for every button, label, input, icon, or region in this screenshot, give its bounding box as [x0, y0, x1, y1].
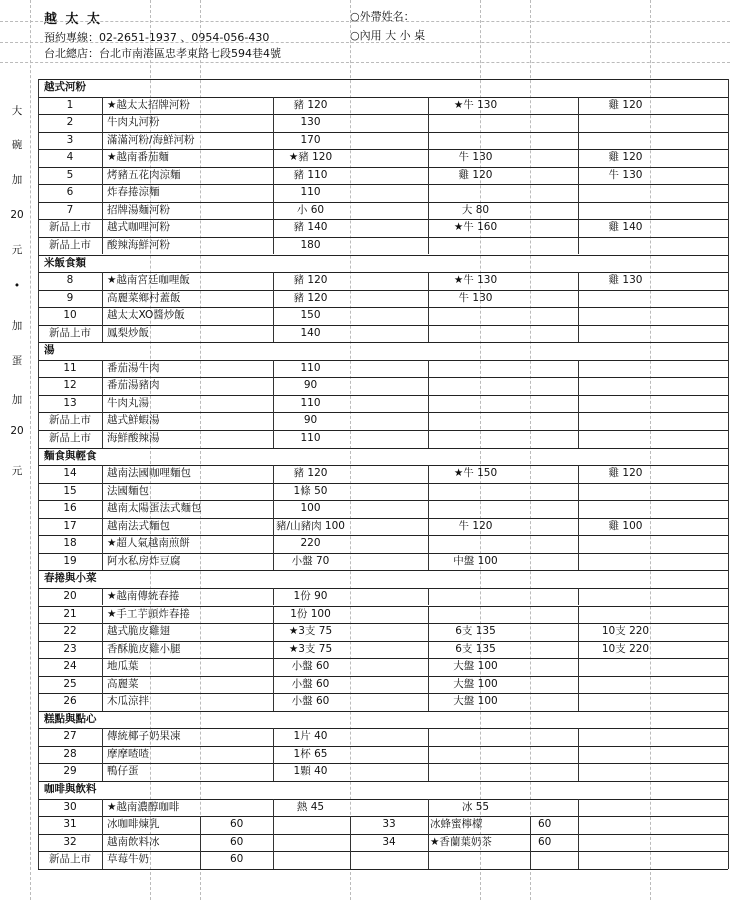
section-header: 麵食與輕食	[44, 449, 97, 462]
cell-divider	[102, 623, 103, 641]
cell-divider	[102, 219, 103, 237]
price-option-1: 豬/山豬肉 100	[276, 519, 345, 532]
item-name: 烤豬五花肉涼麵	[107, 168, 181, 181]
cell-divider	[428, 114, 429, 132]
cell-divider	[102, 184, 103, 202]
cell-divider	[102, 430, 103, 448]
item-name: ★手工芋頭炸春捲	[107, 607, 190, 620]
drink-price: 60	[230, 853, 244, 866]
guide-line	[0, 21, 730, 22]
price-option-2: 大 80	[461, 203, 490, 216]
item-name: 鴨仔蛋	[107, 765, 139, 778]
cell-divider	[102, 553, 103, 571]
item-name: ★越南宮廷咖哩飯	[107, 274, 190, 287]
price-option-1: 1顆 40	[293, 765, 328, 778]
item-name: 海鮮酸辣湯	[107, 432, 160, 444]
cell-divider	[578, 658, 579, 676]
cell-divider	[578, 606, 579, 624]
price-option-3: 10支 220	[601, 625, 650, 638]
item-number: 6	[66, 186, 74, 199]
item-number: 新品上市	[49, 414, 91, 427]
item-name: ★超人氣越南煎餅	[107, 537, 190, 550]
item-name: 炸春捲涼麵	[107, 186, 160, 199]
cell-divider	[102, 290, 103, 308]
price-option-1: 150	[300, 309, 321, 322]
price-option-1: 1片 40	[293, 730, 328, 743]
cell-divider	[428, 728, 429, 746]
guide-line	[30, 0, 31, 900]
cell-divider	[428, 606, 429, 624]
item-number: 新品上市	[49, 853, 91, 866]
section-header: 春捲與小菜	[44, 572, 97, 585]
item-number: 19	[63, 554, 77, 567]
price-option-3: 雞 120	[608, 467, 643, 480]
item-number: 3	[66, 133, 74, 146]
guide-line	[650, 0, 651, 900]
price-option-1: 熱 45	[296, 800, 325, 813]
side-char: 20	[10, 425, 24, 437]
price-option-1: 110	[300, 396, 321, 409]
price-option-3: 雞 100	[608, 519, 643, 532]
item-number: 17	[63, 519, 77, 532]
item-name: 滿滿河粉/海鮮河粉	[107, 133, 195, 146]
cell-divider	[578, 588, 579, 606]
drink-price: 60	[230, 835, 244, 848]
price-option-1: 180	[300, 238, 321, 251]
guide-line	[0, 62, 730, 63]
price-option-1: 豬 120	[293, 467, 328, 480]
cell-divider	[428, 307, 429, 325]
item-number: 27	[63, 730, 77, 743]
item-number: 9	[66, 291, 74, 304]
reservation-phone: 預約專線：02-2651-1937 、0954-056-430	[44, 31, 270, 44]
item-number: 20	[63, 589, 77, 602]
side-char: 碗	[11, 139, 23, 151]
item-name: 法國麵包	[107, 484, 149, 497]
item-number: 2	[66, 116, 74, 129]
cell-divider	[428, 184, 429, 202]
item-name: 越式咖哩河粉	[107, 221, 170, 234]
price-option-1: 90	[303, 414, 318, 427]
cell-divider	[102, 132, 103, 150]
section-header: 咖啡與飲料	[44, 783, 97, 795]
item-number: 25	[63, 677, 77, 690]
price-option-1: 豬 120	[293, 291, 328, 304]
cell-divider	[273, 834, 274, 852]
cell-divider	[428, 746, 429, 764]
cell-divider	[578, 553, 579, 571]
item-number: 新品上市	[49, 326, 91, 339]
item-name: 酸辣海鮮河粉	[107, 238, 170, 251]
section-header: 湯	[44, 344, 55, 357]
item-number: 15	[63, 484, 77, 497]
price-option-1: 豬 140	[293, 221, 328, 234]
drink-number-2: 33	[382, 818, 396, 831]
cell-divider	[578, 500, 579, 518]
price-option-2: 牛 120	[458, 519, 493, 532]
cell-divider	[102, 763, 103, 781]
item-number: 8	[66, 274, 74, 287]
section-header: 米飯食類	[44, 256, 86, 269]
cell-divider	[578, 483, 579, 501]
item-name: 傳統椰子奶果凍	[107, 730, 181, 743]
item-number: 10	[63, 309, 77, 322]
cell-divider	[578, 307, 579, 325]
item-number: 4	[66, 151, 74, 164]
cell-divider	[102, 167, 103, 185]
cell-divider	[428, 377, 429, 395]
price-option-2: 6支 135	[455, 625, 496, 638]
drink-price-2: 60	[538, 835, 552, 848]
price-option-2: 大盤 100	[453, 660, 498, 673]
price-option-2: 中盤 100	[453, 554, 498, 567]
item-name: 越式鮮蝦湯	[107, 414, 160, 427]
item-number: 29	[63, 765, 77, 778]
cell-divider	[102, 395, 103, 413]
cell-divider	[428, 132, 429, 150]
cell-divider	[530, 834, 531, 852]
item-name: 番茄湯豬肉	[107, 379, 160, 392]
cell-divider	[102, 535, 103, 553]
price-option-2: 大盤 100	[453, 695, 498, 708]
cell-divider	[102, 412, 103, 430]
price-option-1: 豬 110	[293, 168, 328, 181]
cell-divider	[578, 693, 579, 711]
cell-divider	[578, 816, 579, 834]
item-name: ★越南番茄麵	[107, 151, 169, 164]
item-name: ★越太太招牌河粉	[107, 98, 190, 111]
cell-divider	[102, 377, 103, 395]
price-option-2: ★牛 160	[453, 221, 498, 234]
store-address: 台北總店：台北市南港區忠孝東路七段594巷4號	[44, 47, 281, 60]
item-name: 越太太XO醬炒飯	[107, 309, 185, 322]
item-number: 13	[63, 396, 77, 409]
guide-line	[530, 0, 531, 900]
item-name: ★越南濃醇咖啡	[107, 800, 180, 813]
price-option-2: 冰 55	[461, 800, 490, 813]
cell-divider	[428, 763, 429, 781]
cell-divider	[578, 132, 579, 150]
item-name: 地瓜葉	[107, 660, 139, 673]
cell-divider	[578, 799, 579, 817]
item-name: 木瓜涼拌	[107, 695, 149, 708]
cell-divider	[578, 676, 579, 694]
cell-divider	[102, 728, 103, 746]
item-number: 5	[66, 168, 74, 181]
cell-divider	[102, 465, 103, 483]
price-option-1: 220	[300, 537, 321, 550]
drink-name-2: 冰蜂蜜檸檬	[430, 818, 483, 831]
cell-divider	[102, 693, 103, 711]
side-char: 元	[11, 244, 23, 256]
section-header: 糕點與點心	[44, 712, 97, 725]
item-number: 7	[66, 203, 74, 216]
price-option-1: 小盤 60	[291, 660, 330, 673]
cell-divider	[578, 763, 579, 781]
price-option-1: 小盤 60	[291, 677, 330, 690]
cell-divider	[578, 377, 579, 395]
item-name: 高麗菜鄉村蓋飯	[107, 291, 181, 304]
price-option-1: ★3支 75	[288, 625, 333, 638]
price-option-2: 雞 120	[458, 168, 493, 181]
cell-divider	[273, 851, 274, 869]
side-char: 元	[11, 465, 23, 477]
item-name: 番茄湯牛肉	[107, 361, 160, 374]
item-name: 招牌湯麵河粉	[107, 203, 170, 216]
item-number: 28	[63, 747, 77, 760]
item-number: 新品上市	[49, 221, 91, 234]
side-char: •	[13, 280, 21, 292]
cell-divider	[530, 816, 531, 834]
cell-divider	[102, 641, 103, 659]
item-name: 越式脆皮雞翅	[107, 625, 170, 638]
cell-divider	[102, 606, 103, 624]
price-option-2: 牛 130	[458, 151, 493, 164]
price-option-2: ★牛 130	[453, 274, 498, 287]
price-option-1: 140	[300, 326, 321, 339]
price-option-2: 6支 135	[455, 642, 496, 655]
drink-price-2: 60	[538, 818, 552, 831]
price-option-3: 雞 120	[608, 98, 643, 111]
cell-divider	[102, 518, 103, 536]
item-name: ★越南傳統春捲	[107, 589, 180, 602]
cell-divider	[102, 483, 103, 501]
shop-name: 越 太 太	[44, 12, 103, 27]
price-option-1: 1份 90	[293, 589, 328, 602]
price-option-1: 小 60	[296, 203, 325, 216]
item-number: 1	[66, 98, 74, 111]
cell-divider	[102, 658, 103, 676]
item-name: 阿水私房炸豆腐	[107, 554, 181, 567]
price-option-1: 豬 120	[293, 274, 328, 287]
price-option-1: 130	[300, 116, 321, 129]
guide-line	[480, 0, 481, 900]
cell-divider	[428, 588, 429, 606]
price-option-1: 100	[300, 502, 321, 515]
side-char: 大	[11, 105, 23, 117]
cell-divider	[578, 202, 579, 220]
cell-divider	[102, 746, 103, 764]
item-number: 24	[63, 660, 77, 673]
price-option-1: 110	[300, 361, 321, 374]
item-number: 30	[63, 800, 77, 813]
price-option-3: 10支 220	[601, 642, 650, 655]
item-number: 18	[63, 537, 77, 550]
cell-divider	[273, 816, 274, 834]
price-option-2: ★牛 150	[453, 467, 498, 480]
item-number: 16	[63, 502, 77, 515]
price-option-1: 110	[300, 186, 321, 199]
item-name: 牛肉丸湯	[107, 396, 149, 409]
side-char: 20	[10, 209, 24, 221]
item-number: 新品上市	[49, 432, 91, 444]
cell-divider	[428, 483, 429, 501]
takeout-name-field[interactable]: ○外帶姓名：	[350, 10, 415, 23]
cell-divider	[102, 799, 103, 817]
cell-divider	[102, 149, 103, 167]
price-option-3: 雞 140	[608, 221, 643, 234]
item-name: 鳳梨炒飯	[107, 326, 149, 339]
price-option-1: 1份 100	[290, 607, 331, 620]
price-option-2: 大盤 100	[453, 677, 498, 690]
dine-in-table-option[interactable]: ○內用 大 小 桌	[350, 29, 426, 42]
price-option-3: 雞 120	[608, 151, 643, 164]
cell-divider	[428, 816, 429, 834]
cell-divider	[102, 325, 103, 343]
cell-divider	[102, 851, 103, 869]
side-char: 加	[11, 320, 23, 332]
cell-divider	[102, 816, 103, 834]
price-option-3: 雞 130	[608, 274, 643, 287]
cell-divider	[428, 500, 429, 518]
item-number: 26	[63, 695, 77, 708]
cell-divider	[102, 114, 103, 132]
cell-divider	[578, 728, 579, 746]
guide-line	[0, 42, 730, 43]
item-number: 22	[63, 625, 77, 638]
cell-divider	[102, 307, 103, 325]
cell-divider	[428, 325, 429, 343]
row-line	[38, 869, 728, 870]
item-number: 新品上市	[49, 238, 91, 251]
side-char: 加	[11, 394, 23, 406]
cell-divider	[578, 114, 579, 132]
item-number: 31	[63, 818, 77, 831]
cell-divider	[102, 360, 103, 378]
item-name: 越南法國咖哩麵包	[107, 467, 191, 480]
drink-name-2: ★香蘭葉奶茶	[430, 835, 492, 848]
cell-divider	[350, 851, 351, 869]
item-number: 11	[63, 361, 77, 374]
cell-divider	[578, 395, 579, 413]
item-name: 越南太陽蛋法式麵包	[107, 502, 202, 515]
cell-divider	[578, 290, 579, 308]
item-number: 21	[63, 607, 77, 620]
cell-divider	[102, 500, 103, 518]
price-option-1: 1條 50	[293, 484, 328, 497]
cell-divider	[102, 272, 103, 290]
item-name: 摩摩喳喳	[107, 747, 149, 760]
item-name: 越南飲料冰	[107, 835, 160, 848]
cell-divider	[428, 834, 429, 852]
drink-price: 60	[230, 818, 244, 831]
price-option-2: ★牛 130	[453, 98, 498, 111]
cell-divider	[578, 430, 579, 448]
cell-divider	[578, 325, 579, 343]
cell-divider	[428, 851, 429, 869]
cell-divider	[102, 834, 103, 852]
cell-divider	[578, 851, 579, 869]
item-name: 越南法式麵包	[107, 519, 170, 532]
cell-divider	[428, 360, 429, 378]
item-name: 牛肉丸河粉	[107, 116, 160, 129]
price-option-1: 1杯 65	[293, 747, 328, 760]
item-number: 32	[63, 835, 77, 848]
item-name: 高麗菜	[107, 677, 139, 690]
price-option-1: 110	[300, 432, 321, 444]
cell-divider	[578, 237, 579, 255]
cell-divider	[578, 834, 579, 852]
side-char: 蛋	[11, 355, 23, 367]
price-option-3: 牛 130	[608, 168, 643, 181]
cell-divider	[428, 535, 429, 553]
section-header: 越式河粉	[44, 81, 86, 93]
cell-divider	[428, 237, 429, 255]
cell-divider	[428, 412, 429, 430]
price-option-1: 170	[300, 133, 321, 146]
cell-divider	[428, 430, 429, 448]
price-option-1: 豬 120	[293, 98, 328, 111]
price-option-1: 小盤 60	[291, 695, 330, 708]
price-option-1: ★3支 75	[288, 642, 333, 655]
cell-divider	[102, 676, 103, 694]
price-option-1: ★豬 120	[288, 151, 333, 164]
cell-divider	[102, 588, 103, 606]
drink-number-2: 34	[382, 835, 396, 848]
cell-divider	[102, 202, 103, 220]
item-number: 12	[63, 379, 77, 392]
cell-divider	[578, 746, 579, 764]
price-option-1: 小盤 70	[291, 554, 330, 567]
cell-divider	[578, 360, 579, 378]
cell-divider	[578, 412, 579, 430]
cell-divider	[578, 184, 579, 202]
cell-divider	[102, 97, 103, 115]
item-name: 冰咖啡煉乳	[107, 818, 160, 831]
cell-divider	[578, 535, 579, 553]
border-line	[728, 79, 729, 869]
item-number: 23	[63, 642, 77, 655]
cell-divider	[102, 237, 103, 255]
price-option-1: 90	[303, 379, 318, 392]
item-number: 14	[63, 467, 77, 480]
guide-line	[350, 0, 351, 900]
item-name: 香酥脆皮雞小腿	[107, 642, 181, 655]
price-option-2: 牛 130	[458, 291, 493, 304]
cell-divider	[428, 395, 429, 413]
item-name: 草莓牛奶	[107, 853, 149, 866]
side-char: 加	[11, 174, 23, 186]
cell-divider	[530, 851, 531, 869]
